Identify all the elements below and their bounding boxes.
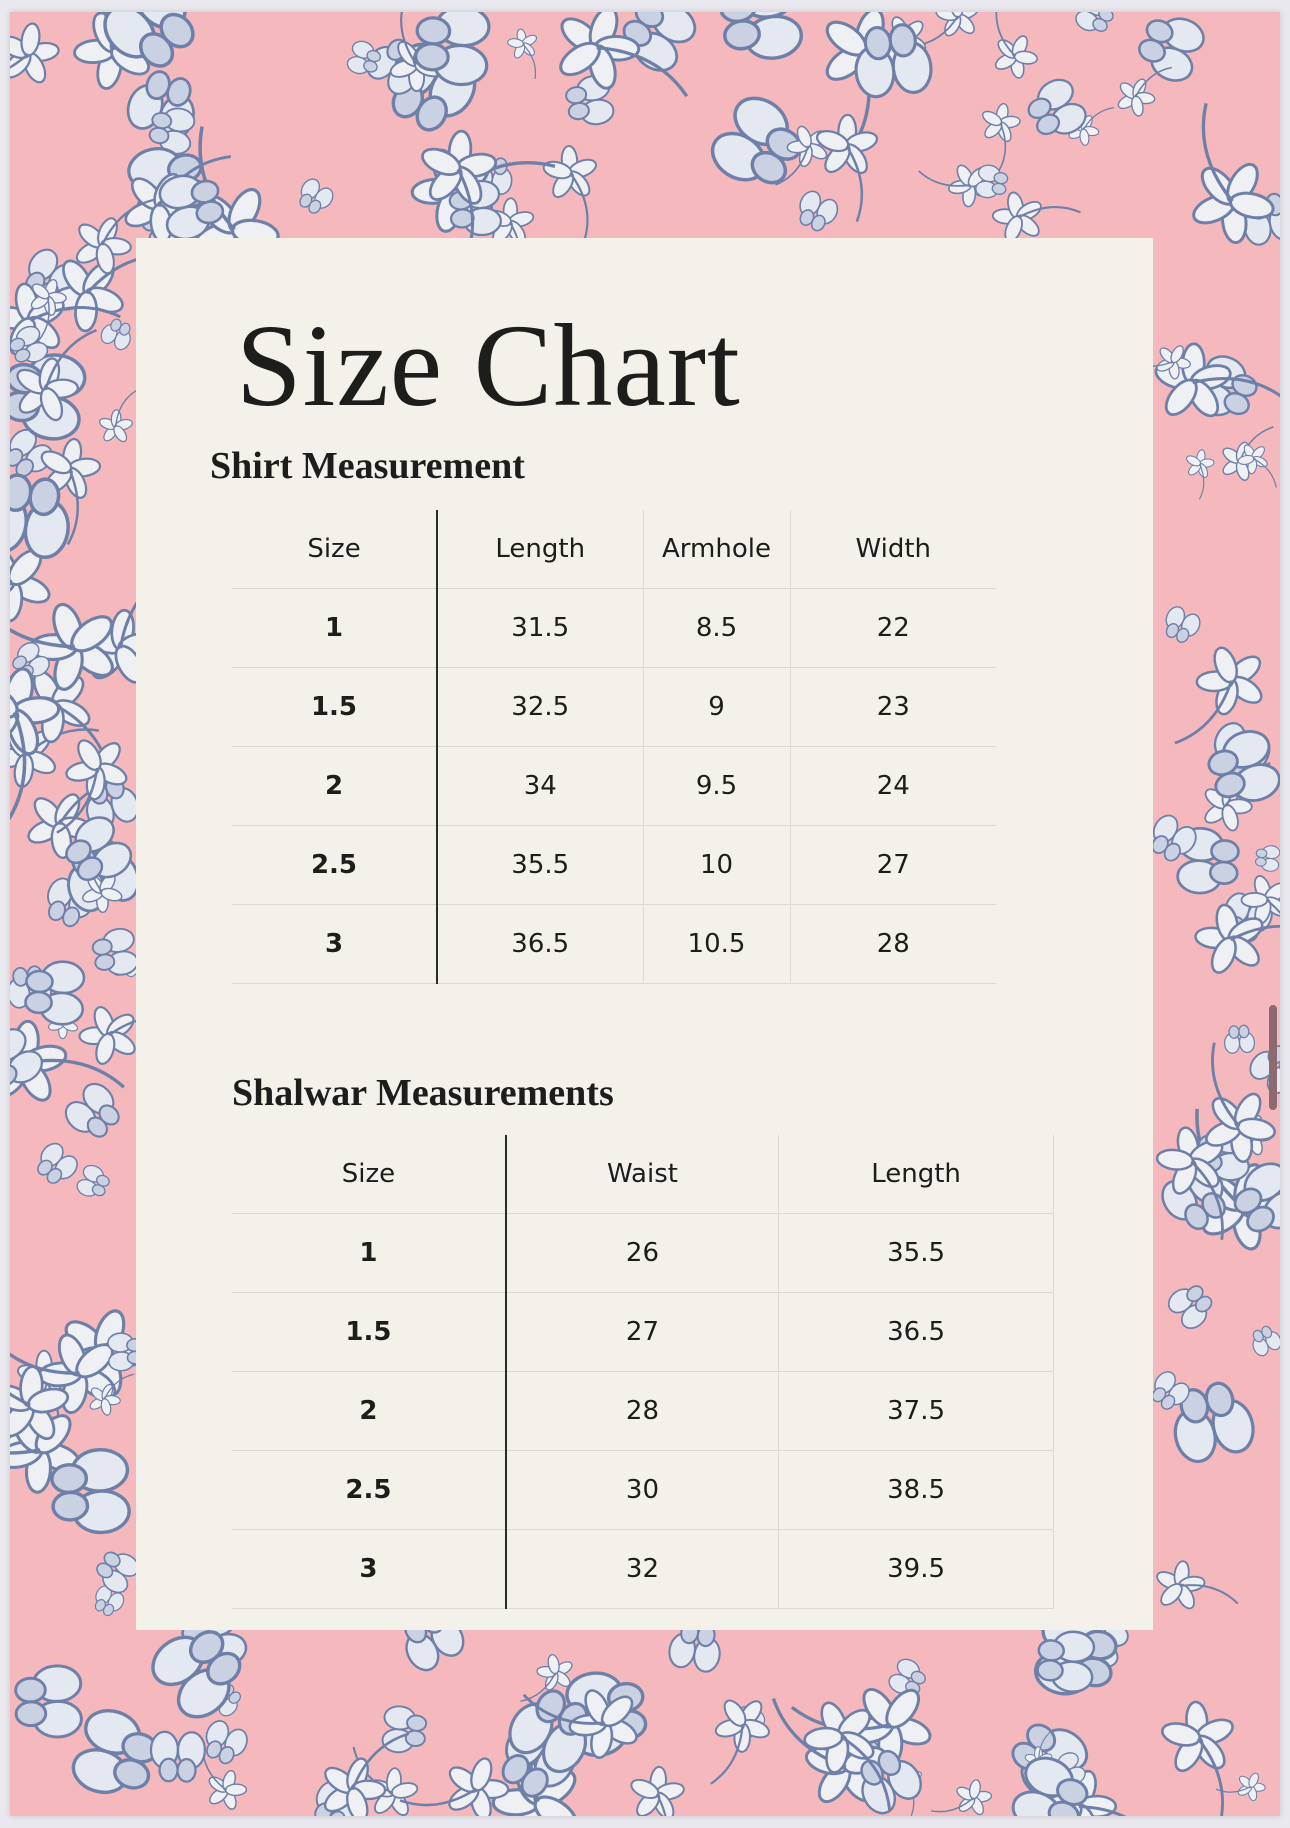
flower-icon <box>983 12 1042 82</box>
butterfly-icon <box>90 927 139 979</box>
column-header: Armhole <box>643 510 790 589</box>
table-row <box>232 905 996 984</box>
flower-icon <box>679 1685 782 1795</box>
value-cell: 38.5 <box>779 1451 1054 1530</box>
value-cell: 34 <box>437 747 643 826</box>
value-cell: 23 <box>790 668 996 747</box>
butterfly-icon <box>98 315 136 352</box>
page-title: Size Chart <box>236 300 741 431</box>
butterfly-icon <box>1164 1278 1219 1333</box>
table-row <box>232 589 996 668</box>
butterfly-icon <box>30 1139 81 1190</box>
scrollbar-thumb[interactable] <box>1269 1005 1277 1110</box>
table-row <box>232 826 996 905</box>
butterfly-icon <box>91 1544 143 1597</box>
flower-icon <box>1179 447 1217 501</box>
table-row <box>232 1293 1054 1372</box>
value-cell: 26 <box>506 1214 779 1293</box>
size-cell: 1.5 <box>232 668 437 747</box>
butterfly-icon <box>198 1717 251 1768</box>
size-cell: 3 <box>232 1530 506 1609</box>
butterfly-icon <box>15 1665 82 1737</box>
table-row <box>232 668 996 747</box>
shirt-table <box>232 510 996 984</box>
value-cell: 35.5 <box>437 826 643 905</box>
shirt-heading: Shirt Measurement <box>210 445 525 487</box>
value-cell: 9.5 <box>643 747 790 826</box>
value-cell: 28 <box>506 1372 779 1451</box>
column-header: Width <box>790 510 996 589</box>
value-cell: 36.5 <box>779 1293 1054 1372</box>
butterfly-icon <box>1255 844 1280 872</box>
shalwar-heading: Shalwar Measurements <box>232 1072 614 1114</box>
size-cell: 1 <box>232 589 437 668</box>
value-cell: 24 <box>790 747 996 826</box>
size-chart-page <box>10 12 1280 1816</box>
value-cell: 35.5 <box>779 1214 1054 1293</box>
value-cell: 30 <box>506 1451 779 1530</box>
flower-icon <box>971 100 1024 174</box>
size-cell: 2.5 <box>232 826 437 905</box>
content-panel <box>136 238 1153 1630</box>
value-cell: 10 <box>643 826 790 905</box>
flower-icon <box>505 26 545 82</box>
column-header: Size <box>232 510 437 589</box>
butterfly-icon <box>1072 12 1118 39</box>
value-cell: 27 <box>790 826 996 905</box>
shalwar-table <box>232 1135 1054 1609</box>
table-row <box>232 1372 1054 1451</box>
flower-icon <box>622 1764 688 1816</box>
table-row <box>232 747 996 826</box>
header-row <box>232 510 996 589</box>
column-header: Waist <box>506 1135 779 1214</box>
flower-icon <box>540 144 602 240</box>
butterfly-icon <box>293 176 336 219</box>
column-header: Length <box>779 1135 1054 1214</box>
size-cell: 1.5 <box>232 1293 506 1372</box>
flower-icon <box>1146 1552 1245 1636</box>
table-row <box>232 1530 1054 1609</box>
table-row <box>232 1451 1054 1530</box>
value-cell: 10.5 <box>643 905 790 984</box>
value-cell: 31.5 <box>437 589 643 668</box>
butterfly-icon <box>1159 604 1203 647</box>
value-cell: 32.5 <box>437 668 643 747</box>
butterfly-icon <box>60 1078 128 1146</box>
header-row <box>232 1135 1054 1214</box>
flower-icon <box>1157 1699 1243 1816</box>
butterfly-icon <box>75 1162 113 1202</box>
butterfly-icon <box>792 188 841 236</box>
value-cell: 39.5 <box>779 1530 1054 1609</box>
butterfly-icon <box>1247 1323 1280 1358</box>
butterfly-icon <box>975 164 1010 201</box>
value-cell: 36.5 <box>437 905 643 984</box>
value-cell: 27 <box>506 1293 779 1372</box>
value-cell: 37.5 <box>779 1372 1054 1451</box>
size-cell: 1 <box>232 1214 506 1293</box>
value-cell: 32 <box>506 1530 779 1609</box>
butterfly-icon <box>1224 1025 1255 1054</box>
value-cell: 22 <box>790 589 996 668</box>
column-header: Length <box>437 510 643 589</box>
size-cell: 2.5 <box>232 1451 506 1530</box>
size-cell: 2 <box>232 747 437 826</box>
butterfly-icon <box>717 12 804 65</box>
butterfly-icon <box>382 1705 428 1754</box>
column-header: Size <box>232 1135 506 1214</box>
butterfly-icon <box>150 1732 205 1782</box>
size-cell: 3 <box>232 905 437 984</box>
value-cell: 8.5 <box>643 589 790 668</box>
flower-icon <box>10 18 63 97</box>
table-row <box>232 1214 1054 1293</box>
flower-icon <box>928 1777 994 1816</box>
value-cell: 28 <box>790 905 996 984</box>
size-cell: 2 <box>232 1372 506 1451</box>
value-cell: 9 <box>643 668 790 747</box>
butterfly-icon <box>1132 12 1208 86</box>
